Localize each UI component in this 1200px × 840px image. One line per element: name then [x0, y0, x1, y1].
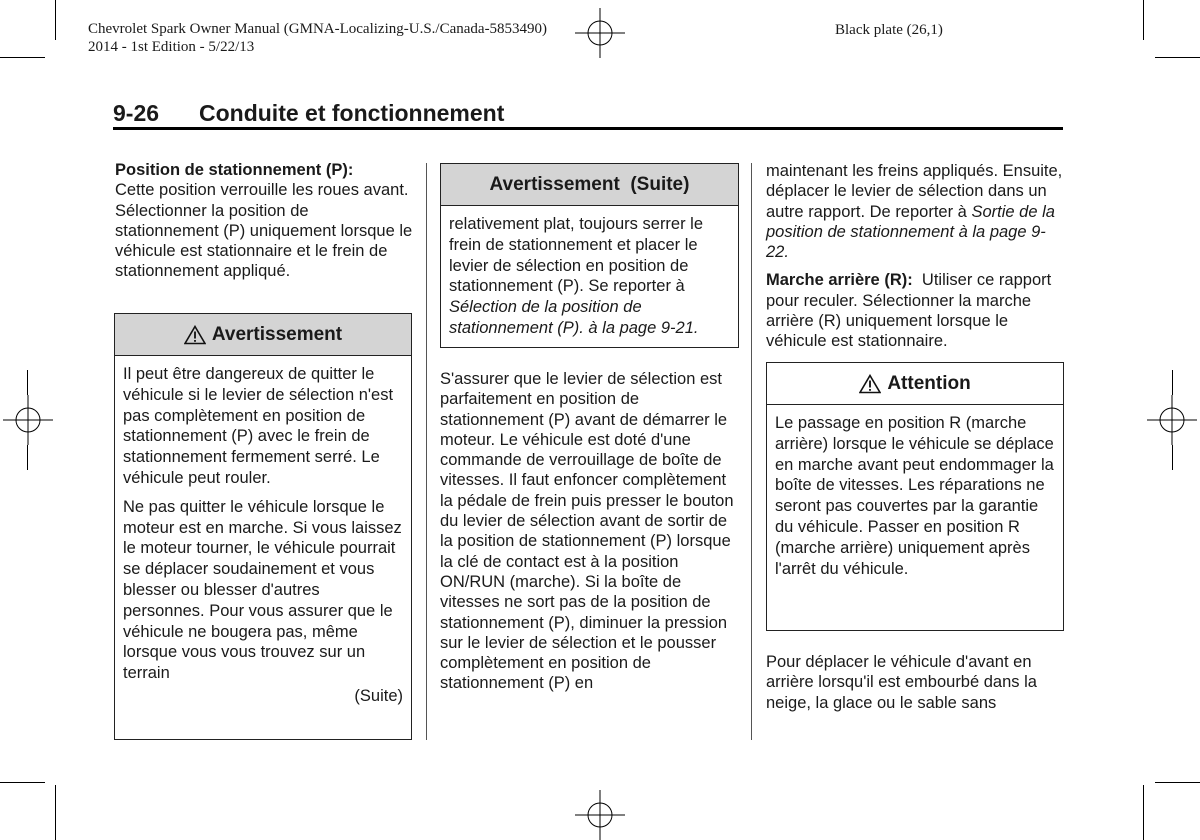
term-heading: Marche arrière (R):	[766, 271, 913, 290]
column-divider	[751, 163, 752, 740]
paragraph: Pour déplacer le véhicule d'avant en arrière lorsqu'il est embourbé dans la neige, la glace ou le sable sans	[766, 653, 1037, 712]
attention-title: Attention	[887, 372, 971, 394]
paragraph: S'assurer que le levier de sélection est parfaitement en position de stationnement (P) avant de démarrer le moteur. Le véhicule est doté d'une commande de verrouillage de boîte de vitesses. Il faut enfoncer complètement la pédale de frein puis presser le bouton du levier de sélection avant de sortir de la position de stationnement (P) lorsque la clé de contact est à la position ON/RUN (marche). Si la boîte de vitesses ne sort pas de la position de stationnement (P), diminuer la pression sur le levier de sélection et le pousser complètement en position de stationnement (P) en	[440, 370, 734, 693]
crop-mark	[55, 785, 56, 840]
continued-label: (Suite)	[354, 686, 403, 705]
column-2	[440, 369, 740, 702]
warning-body	[441, 206, 738, 345]
column-divider	[426, 163, 427, 740]
warning-triangle-icon	[859, 374, 881, 394]
crop-mark	[1143, 0, 1144, 40]
header-manual-title: Chevrolet Spark Owner Manual (GMNA-Localizing-U.S./Canada-5853490)	[88, 21, 548, 37]
header-plate: Black plate (26,1)	[835, 22, 943, 38]
registration-mark-icon	[575, 8, 625, 58]
warning-header	[115, 314, 411, 356]
paragraph-text: Utiliser ce rapport pour reculer. Sélectionner la marche arrière (R) uniquement lorsque le véhicule est stationnaire.	[766, 271, 1052, 351]
crop-mark	[1155, 782, 1200, 783]
warning-text: relativement plat, toujours serrer le frein de stationnement et placer le levier de sélection en position de stationnement (P). Se reporter à	[449, 215, 704, 296]
header-edition: 2014 - 1st Edition - 5/22/13	[88, 39, 255, 55]
attention-paragraph: Le passage en position R (marche arrière) lorsque le véhicule se déplace en marche avant peut endommager la boîte de vitesses. Les réparations ne seront pas couvertes par la garantie du véhicule. Passer en position R (marche arrière) uniquement après l'arrêt du véhicule.	[775, 414, 1054, 578]
page-number: 9-26	[113, 100, 160, 126]
paragraph-text: Cette position verrouille les roues avant. Sélectionner la position de stationnement (P) uniquement lorsque le véhicule est stationnaire et le frein de stationnement appliqué.	[115, 181, 413, 281]
warning-box	[114, 313, 412, 740]
crop-mark	[1143, 785, 1144, 840]
running-header	[88, 20, 547, 56]
paragraph	[766, 270, 1066, 351]
cross-reference: Sélection de la position de stationnement (P). à la page 9-21.	[449, 298, 699, 337]
side-tick	[27, 370, 28, 395]
page-title	[113, 100, 504, 127]
warning-triangle-icon	[184, 325, 206, 345]
side-tick	[1172, 370, 1173, 395]
registration-mark-icon	[1147, 395, 1197, 445]
column-3-bottom	[766, 652, 1066, 721]
crop-mark	[0, 782, 45, 783]
paragraph-text: maintenant les freins appliqués. Ensuite, déplacer le levier de sélection dans un autre rapport. De reporter à	[766, 162, 1063, 221]
crop-mark	[1155, 57, 1200, 58]
term-heading: Position de stationnement (P):	[115, 161, 354, 179]
warning-body	[115, 356, 411, 713]
warning-paragraph: Il peut être dangereux de quitter le véhicule si le levier de sélection n'est pas complètement en position de stationnement (P) avec le frein de stationnement fermement serré. Le véhicule peut rouler.	[123, 365, 394, 487]
side-tick	[27, 445, 28, 470]
column-3	[766, 161, 1066, 360]
crop-mark	[55, 0, 56, 40]
attention-box	[766, 362, 1064, 631]
attention-header	[767, 363, 1063, 405]
paragraph	[115, 160, 415, 282]
title-rule	[113, 127, 1063, 130]
attention-body	[767, 405, 1063, 585]
paragraph	[766, 161, 1066, 262]
registration-mark-icon	[3, 395, 53, 445]
warning-paragraph: Ne pas quitter le véhicule lorsque le moteur est en marche. Si vous laissez le moteur tourner, le véhicule pourrait se déplacer soudainement et vous blesser ou blesser d'autres personnes. Pour vous assurer que le véhicule ne bougera pas, même lorsque vous vous trouvez sur un terrain	[123, 497, 402, 683]
warning-title: Avertissement (Suite)	[489, 173, 690, 195]
cross-reference: Sortie de la position de stationnement à la page 9-22.	[766, 202, 1055, 262]
registration-mark-icon	[575, 790, 625, 840]
crop-mark	[0, 57, 45, 58]
side-tick	[1172, 445, 1173, 470]
section-title: Conduite et fonctionnement	[199, 100, 505, 126]
warning-title: Avertissement	[211, 323, 343, 345]
column-1	[115, 160, 415, 290]
warning-continued-box	[440, 163, 739, 348]
warning-header	[441, 164, 738, 206]
